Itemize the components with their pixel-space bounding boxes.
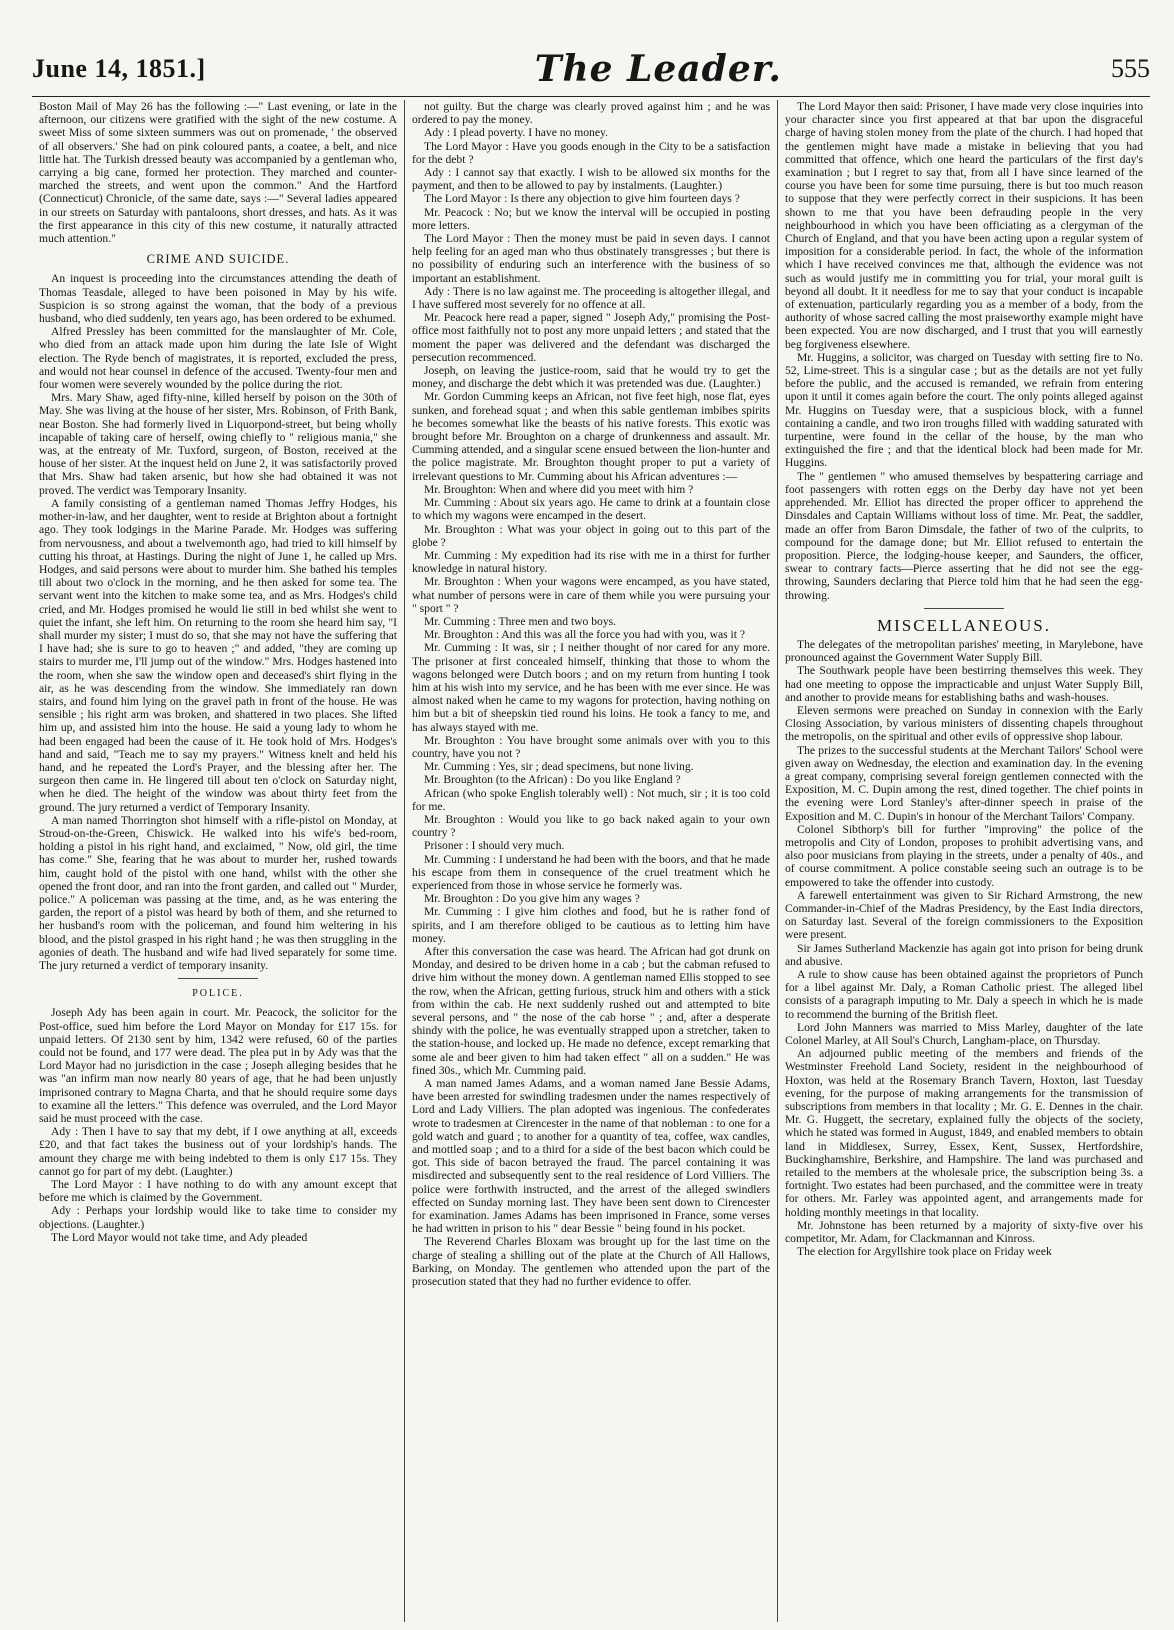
article-body bbox=[785, 100, 1143, 602]
divider bbox=[924, 608, 1004, 609]
article-paragraph: Mr. Johnstone has been returned by a majority of sixty-five over his competitor, Mr. Adam, for Clackmannan and Kinross. bbox=[785, 1218, 1143, 1246]
article-paragraph: A family consisting of a gentleman named Thomas Jeffry Hodges, his mother-in-law, and her daughter, went to reside at Brighton about a fortnight ago. They took lodgings in the Marine Parade. Mr. Hodges was suffering from nervousness, and about a twelvemonth ago, had tried to kill himself by cutting his throat, at Hastings. During the night of June 1, he called up Mrs. Hodges, and said persons were about to murder him. She bathed his temples till about two o'clock in the morning, and he then asked for some tea. The servant went into the kitchen to make some tea, and as Mrs. Hodges's child cried, and Mr. Hodges promised he would lie still in bed whilst she went to quiet the infant, she left him. On returning to the room she heard him say, "I shall murder my sister; I must do so, that she may not have the suffering that I have had; she is sure to go to heaven ;" and added, "they are coming up stairs to murder me, I'll jump out of the window." Mrs. Hodges hastened into the room, when she saw the window open and deceased's shirt flying in the air, as he was descending from the window. She immediately ran down stairs, and found him lying on the gravel path in front of the house. He was sensible ; his right arm was broken, and shattered in two places. She lifted him up, and assisted him into the house. He said a young lady to whom he had been engaged had been the cause of it. He took hold of Mrs. Hodges's hand and said, "Teach me to say my prayers." Witness knelt and held his hand, and he repeated the Lord's Prayer, and the blessing after her. The surgeon then came in. He lingered till about ten o'clock on Saturday night, when he died. The height of the window was about thirty feet from the ground. The jury returned a verdict of Temporary Insanity. bbox=[39, 496, 397, 814]
article-paragraph: not guilty. But the charge was clearly proved against him ; and he was ordered to pay the money. bbox=[412, 100, 770, 127]
issue-date: June 14, 1851.] bbox=[32, 54, 206, 83]
article-paragraph: Mr. Peacock here read a paper, signed " Joseph Ady," promising the Post-office most faithfully not to post any more unpaid letters ; and stated that the moment the paper was delivered and the defendant was discharged the persecution recommenced. bbox=[412, 311, 770, 364]
article-paragraph: A rule to show cause has been obtained against the proprietors of Punch for a libel against Mr. Daly, a Roman Catholic priest. The alleged libel consists of a paragraph imputing to Mr. Daly a speech in which he is made to recommend the burning of the British fleet. bbox=[785, 968, 1143, 1021]
column-1 bbox=[32, 100, 404, 1622]
article-paragraph: Mr. Broughton: When and where did you meet with him ? bbox=[424, 482, 694, 496]
article-paragraph: Eleven sermons were preached on Sunday in connexion with the Early Closing Association, by various ministers of dissenting chapels throughout the metropolis, on the spiritual and other evils of oppressive shop labour. bbox=[785, 703, 1143, 744]
section-heading-crime: CRIME AND SUICIDE. bbox=[146, 252, 290, 267]
section-heading-police: POLICE. bbox=[192, 988, 244, 1000]
article-paragraph: Mr. Broughton : When your wagons were encamped, as you have stated, what number of persons were in care of them while you were pursuing your " sport " ? bbox=[412, 575, 770, 615]
article-paragraph: Mr. Broughton : What was your object in going out to this part of the globe ? bbox=[412, 522, 770, 549]
article-paragraph: Mr. Peacock : No; but we know the interval will be occupied in posting more letters. bbox=[412, 205, 770, 232]
article-paragraph: Ady : Perhaps your lordship would like to take time to consider my objections. (Laughter.) bbox=[39, 1204, 397, 1231]
article-paragraph: Mr. Cumming : My expedition had its rise with me in a thirst for further knowledge in natural history. bbox=[412, 548, 770, 576]
article-paragraph: Ady : I cannot say that exactly. I wish to be allowed six months for the payment, and then to be allowed to pay by instalments. (Laughter.) bbox=[412, 166, 770, 193]
article-paragraph: Mr. Cumming : Three men and two boys. bbox=[424, 614, 617, 628]
article-paragraph: African (who spoke English tolerably well) : Not much, sir ; it is too cold for me. bbox=[412, 786, 770, 813]
article-paragraph: The prizes to the successful students at the Merchant Tailors' School were given away on Wednesday, the election and examination day. In the evening a great company, comprising several foreign gentlemen connected with the Exposition, M. C. Dupin among the rest, dined together. The chief points in the evening were Lord Stanley's after-dinner speech in praise of the Exposition and M. C. Dupin's in honour of the Merchant Tailors' Company. bbox=[785, 743, 1143, 823]
article-paragraph: The Lord Mayor then said: Prisoner, I have made very close inquiries into your character since you first appeared at that bar upon the disgraceful charge of having stolen money from the plate of the church. I had hoped that the gentlemen might have made a mistake in believing that you had committed that offence, which one heard the particulars of the first day's examination ; but I regret to say that, from all I have since learned of the course you have been for some time pursuing, there is but too much reason to suppose that they were perfectly correct in their suspicions. It has been shown to me that you have been defrauding people in the very neighbourhood in which you have been officiating as a clergyman of the Church of England, and that you have been acting upon a regular system of imposition for a considerable period. In fact, the whole of the information which I have received convinces me that, although the evidence was not such as would justify me in committing you for trial, your moral guilt is beyond all doubt. It it needless for me to say that your conduct is incapable of extenuation, particularly regarding you as a member of a body, from the authority of whose sacred calling the most praiseworthy example might have been expected. You are now discharged, and I trust that you will earnestly beg forgiveness elsewhere. bbox=[785, 100, 1143, 351]
article-paragraph: An inquest is proceeding into the circumstances attending the death of Thomas Teasdale, alleged to have been poisoned in May by his wife. Suspicion is so strong against the woman, that the body of a previous husband, who died suddenly, ten years ago, has been ordered to be exhumed. bbox=[39, 272, 397, 326]
article-paragraph: Joseph, on leaving the justice-room, said that he would try to get the money, and discharge the debt which it was pretended was due. (Laughter.) bbox=[412, 364, 770, 391]
section-heading-miscellaneous: MISCELLANEOUS. bbox=[877, 615, 1051, 635]
article-body bbox=[39, 1006, 397, 1244]
article-paragraph: Sir James Sutherland Mackenzie has again got into prison for being drunk and abusive. bbox=[785, 941, 1143, 968]
masthead bbox=[32, 44, 1150, 94]
article-paragraph: Mr. Huggins, a solicitor, was charged on Tuesday with setting fire to No. 52, Lime-street. This is a singular case ; but as the details are not yet fully before the public, and the accused is remanded, we refrain from entering upon it until it comes again before the court. The only points alleged against Mr. Huggins on Tuesday were, that a suspicious block, with a funnel containing a candle, and two iron troughs filled with wadding saturated with turpentine, were found in the cellar of the house, by the man who extinguished the fire ; and that the identical block had been made for Mr. Huggins. bbox=[785, 350, 1143, 470]
article-paragraph: Ady : I plead poverty. I have no money. bbox=[424, 126, 608, 140]
article-paragraph: Mr. Broughton (to the African) : Do you like England ? bbox=[424, 773, 681, 787]
article-paragraph: Prisoner : I should very much. bbox=[424, 839, 565, 853]
article-paragraph: Lord John Manners was married to Miss Marley, daughter of the late Colonel Marley, at All Soul's Church, Langham-place, on Thursday. bbox=[785, 1020, 1143, 1048]
article-paragraph: The election for Argyllshire took place on Friday week bbox=[797, 1245, 1052, 1259]
article-paragraph: The Reverend Charles Bloxam was brought up for the last time on the charge of stealing a shilling out of the plate at the Church of All Hallows, Barking, on Monday. The gentlemen who attended upon the part of the prosecution stated that they had no further evidence to offer. bbox=[412, 1235, 770, 1289]
article-paragraph: The " gentlemen " who amused themselves by bespattering carriage and foot passengers with rotten eggs on the Derby day have not yet been apprehended. Mr. Elliot has directed the proper officer to apprehend the Dinsdales and Captain Williams without loss of time. Mr. Peat, the saddler, made an offer from Baron Dimsdale, the father of two of the culprits, to compound for the damage done; but Mr. Elliot refused to entertain the proposition. Pierce, the lodging-house keeper, and Saunders, the officer, swear to contrary facts—Pierce asserting that he did not see the egg-throwing, Saunders declaring that Pierce told him that he had seen the egg-throwing. bbox=[785, 469, 1143, 602]
article-paragraph: Ady : There is no law against me. The proceeding is altogether illegal, and I have suffered most severely for no offence at all. bbox=[412, 284, 770, 312]
article-paragraph: The Lord Mayor would not take time, and Ady pleaded bbox=[51, 1230, 308, 1244]
article-paragraph: Mr. Gordon Cumming keeps an African, not five feet high, nose flat, eyes sunken, and forehead squat ; and when this sable gentleman imbibes spirits he becomes somewhat like the beasts of his native forests. This exotic was brought before Mr. Broughton on a charge of drunkenness and assault. Mr. Cumming attended, and a singular scene ensued between the lion-hunter and the police magistrate. Mr. Broughton thought proper to put a variety of irrelevant questions to Mr. Cumming about his African adventures :— bbox=[412, 390, 770, 483]
article-paragraph: An adjourned public meeting of the members and friends of the Westminster Freehold Land Society, resident in the neighbourhood of Hoxton, was held at the Rosemary Branch Tavern, Hoxton, last Tuesday evening, for the purpose of making arrangements for the transmission of subscriptions from members in that locality ; Mr. G. E. Dennes in the chair. Mr. G. Huggett, the secretary, explained fully the objects of the society, which he stated was formed in August, 1849, and enabled members to obtain land in Middlesex, Surrey, Essex, Kent, Sussex, Hertfordshire, Buckinghamshire, Berkshire, and Hampshire. The land was purchased and retailed to the members at the wholesale price, the subscription being 3s. a fortnight. Two estates had been purchased, and the committee were in treaty for others. Mr. Farley was appointed agent, and arrangements made for holding monthly meetings in that locality. bbox=[785, 1047, 1143, 1219]
article-paragraph: Mr. Cumming : About six years ago. He came to drink at a fountain close to which my wagons were encamped in the desert. bbox=[412, 496, 770, 523]
article-paragraph: Joseph Ady has been again in court. Mr. Peacock, the solicitor for the Post-office, sued him before the Lord Mayor on Monday for £17 15s. for unpaid letters. Of 2130 sent by him, 1342 were refused, 60 of the parties could not be found, and 177 were dead. The plea put in by Ady was that the Lord Mayor had no jurisdiction in the case ; Joseph alleging besides that he was "an infirm man now nearly 80 years of age, that he had been unjustly imprisoned contrary to Magna Charta, and that he should require some days to examine all the letters." This defence was overruled, and the Lord Mayor said he must proceed with the case. bbox=[39, 1006, 397, 1126]
page-number: 555 bbox=[1111, 54, 1150, 83]
article-paragraph: Ady : Then I have to say that my debt, if I owe anything at all, exceeds £20, and that fact takes the business out of your lordship's hands. The amount they charge me with being indebted to them is only £17 15s. They cannot go for part of my debt. (Laughter.) bbox=[39, 1125, 397, 1178]
article-paragraph: The Lord Mayor : Have you goods enough in the City to be a satisfaction for the debt ? bbox=[412, 139, 770, 166]
article-body bbox=[412, 100, 770, 1288]
article-paragraph: The Lord Mayor : Is there any objection to give him fourteen days ? bbox=[424, 192, 740, 206]
article-body bbox=[785, 638, 1143, 1259]
article-paragraph: Mr. Broughton : And this was all the force you had with you, was it ? bbox=[424, 628, 746, 642]
article-paragraph: Alfred Pressley has been committed for the manslaughter of Mr. Cole, who died from an attack made upon him during the late Isle of Wight election. The Ryde bench of magistrates, it is reported, excluded the press, and would not hear counsel in defence of the accused. Twenty-four men and four women were severely wounded by the police during the riot. bbox=[39, 325, 397, 392]
article-paragraph: The delegates of the metropolitan parishes' meeting, in Marylebone, have pronounced against the Government Water Supply Bill. bbox=[785, 637, 1143, 665]
article-paragraph: A farewell entertainment was given to Sir Richard Armstrong, the new Commander-in-Chief of the Madras Presidency, by the East India directors, on Saturday last. Several of the foreign commissioners to the Exposition were present. bbox=[785, 888, 1143, 942]
article-paragraph: The Lord Mayor : I have nothing to do with any amount except that before me which is claimed by the Government. bbox=[39, 1178, 397, 1205]
article-paragraph: Mrs. Mary Shaw, aged fifty-nine, killed herself by poison on the 30th of May. She was living at the house of her sister, Mrs. Robinson, of Frith Bank, near Boston. She had formerly lived in Liquorpond-street, but being wholly incapable of taking care of herself, owing chiefly to " religious mania," she was, at the entreaty of Mr. Tuxford, surgeon, of Boston, received at the house of her sister. At the inquest held on June 2, it was satisfactorily proved that Mrs. Shaw had taken arsenic, but how she had obtained it was not proved. The verdict was Temporary Insanity. bbox=[39, 391, 397, 497]
column-3 bbox=[777, 100, 1150, 1622]
article-paragraph: Mr. Cumming : Yes, sir ; dead specimens, but none living. bbox=[424, 760, 694, 774]
article-paragraph: Mr. Broughton : Do you give him any wages ? bbox=[424, 892, 640, 906]
article-paragraph: The Lord Mayor : Then the money must be paid in seven days. I cannot help feeling for an aged man who thus obstinately transgresses ; but there is no possibility of enduring such an interference with the business of so important an establishment. bbox=[412, 232, 770, 285]
article-paragraph: Mr. Broughton : Would you like to go back naked again to your own country ? bbox=[412, 812, 770, 840]
article-paragraph: Mr. Broughton : You have brought some animals over with you to this country, have you not ? bbox=[412, 733, 770, 760]
article-paragraph: A man named James Adams, and a woman named Jane Bessie Adams, have been arrested for swindling tradesmen under the names respectively of Lord and Lady Villiers. The plan adopted was ingenious. The confederates wrote to tradesmen at Cirencester in the name of that nobleman : to one for a gold watch and guard ; to another for a quantity of tea, coffee, wax candles, and mottled soap ; and to a third for a side of the best bacon which could be got. This side of bacon betrayed the fraud. The parcel containing it was misdirected and subsequently sent to the real residence of Lord Villiers. The police were forthwith instructed, and the arrest of the alleged swindlers effected on Sunday morning last. They have been sent down to Cirencester for examination. James Adams has been imprisoned in France, some verses he had written in prison to his " dear Bessie " being found in his pocket. bbox=[412, 1077, 770, 1236]
article-paragraph: Colonel Sibthorp's bill for further "improving" the police of the metropolis and City of London, proposes to prohibit advertising vans, and also poor musicians from playing in the streets, under a penalty of 40s., and of course commitment. A police constable seeing such an outrage is to be empowered to take the offender into custody. bbox=[785, 822, 1143, 889]
newspaper-title: The Leader. bbox=[534, 48, 782, 90]
article-paragraph: A man named Thorrington shot himself with a rifle-pistol on Monday, at Stroud-on-the-Green, Chiswick. He walked into his wife's bed-room, holding a pistol in his right hand, and exclaimed, " Now, old girl, the time has come." She, fearing that he was about to murder her, rushed towards him, caught hold of the pistol with one hand, whilst with the other she opened the front door, and ran into the front garden, and called out " Murder, police." A policeman was passing at the time, and, as he was entering the garden, the report of a pistol was heard by both of them, and she returned to her husband's room with the policeman, and found him weltering in his blood, and the pistol grasped in his right hand ; he was then struggling in the agonies of death. The husband and wife had lived separately for some time. The jury returned a verdict of temporary insanity. bbox=[39, 813, 397, 972]
article-paragraph: Boston Mail of May 26 has the following :—" Last evening, or late in the afternoon, our citizens were gratified with the sight of the new costume. A sweet Miss of some sixteen summers was out on promenade, ' the observed of all observers.' She had on pink coloured pants, a coatee, a belt, and nice little hat. The Turkish dressed beauty was accompanied by a gentleman who, carrying a big cane, formed her protection. They marched and counter-marched the streets, and went upon the common." And the Hartford (Connecticut) Chronicle, of the same date, says :—" Several ladies appeared in our streets on Saturday with pantaloons, short dresses, and hats. As it was the first appearance in this city of this new costume, it naturally attracted much attention." bbox=[39, 100, 397, 246]
article-paragraph: After this conversation the case was heard. The African had got drunk on Monday, and desired to be driven home in a cab ; but the cabman refused to drive him without the money down. A gentleman named Ellis stopped to see the row, when the African, getting furious, struck him and others with a stick from within the cab. He next suddenly rushed out and attempted to bite several persons, and " the nose of the cab horse " ; and, after a desperate shindy with the police, he was eventually strapped upon a stretcher, taken to the station-house, and locked up. He made no defence, except remarking that some ale and beer given to him had taken effect " all on a sudden." He was fined 30s., which Mr. Cumming paid. bbox=[412, 945, 770, 1077]
masthead-rule bbox=[32, 96, 1150, 97]
columns bbox=[32, 100, 1150, 1622]
divider bbox=[178, 978, 258, 979]
article-body bbox=[39, 272, 397, 972]
article-paragraph: Mr. Cumming : It was, sir ; I neither thought of nor cared for any more. The prisoner at first concealed himself, thinking that those to whom the wagons belonged were Dutch boors ; and on my return from hunting I took him at his wish into my service, and he has been with me ever since. He was almost naked when he came to my wagons for protection, having nothing on him but a bit of sheepskin tied round his loins. He took a fancy to me, and has always stayed with me. bbox=[412, 641, 770, 734]
column-2 bbox=[404, 100, 777, 1622]
article-paragraph: Mr. Cumming : I give him clothes and food, but he is rather fond of spirits, and I am therefore obliged to be cautious as to letting him have money. bbox=[412, 905, 770, 945]
article-paragraph: Mr. Cumming : I understand he had been with the boors, and that he made his escape from them in consequence of the cruel treatment which he experienced from those in whose service he formerly was. bbox=[412, 852, 770, 892]
article-paragraph: The Southwark people have been bestirring themselves this week. They had one meeting to oppose the impracticable and unjust Water Supply Bill, and another to provide means for establishing baths and wash-houses. bbox=[785, 664, 1143, 704]
